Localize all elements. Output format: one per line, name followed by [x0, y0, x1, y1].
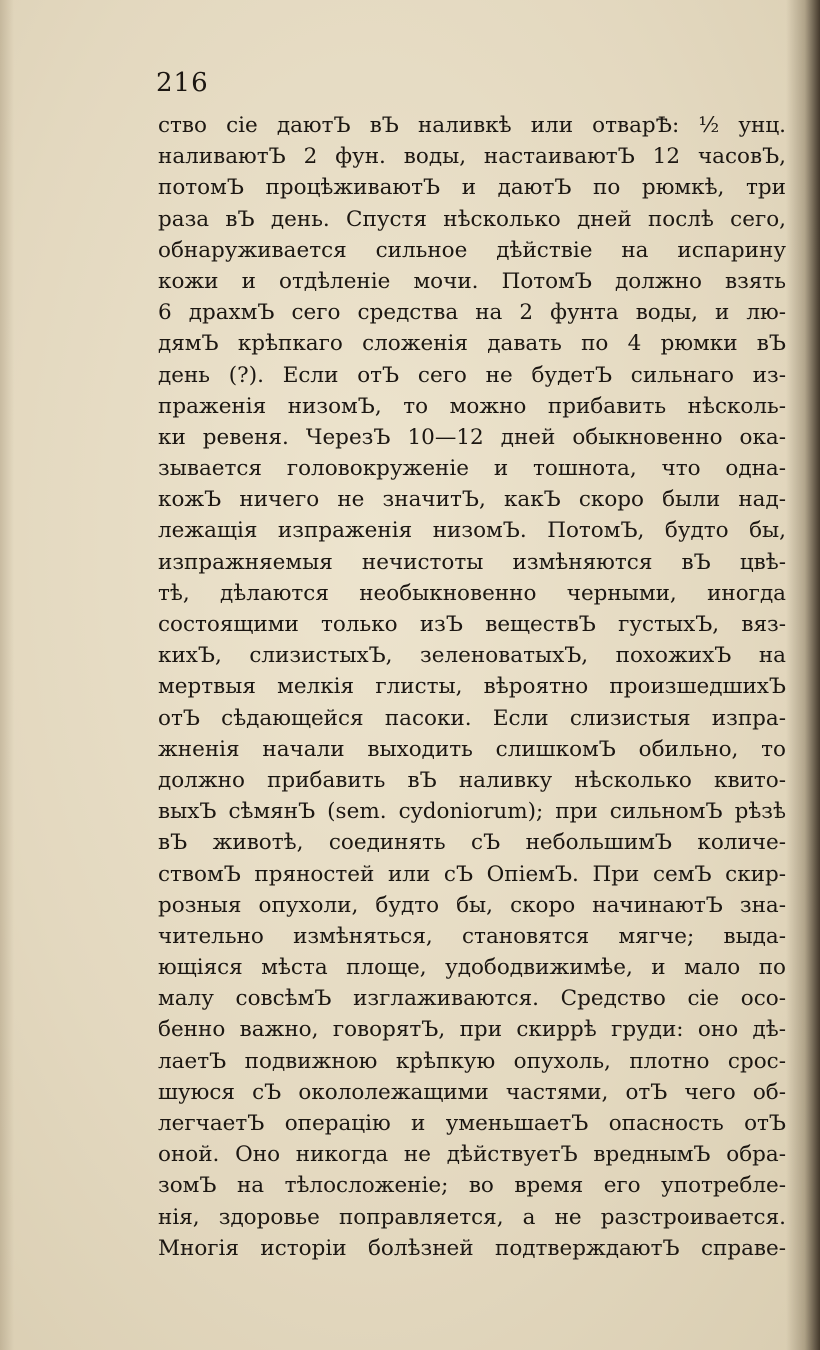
text-line: ющіяся мѣста площе, удободвижимѣе, и мало по — [158, 955, 786, 981]
text-line: ствомЪ пряностей или сЪ ОпіемЪ. При семЪ скир- — [158, 861, 786, 887]
text-line: лежащія изпраженія низомЪ. ПотомЪ, будто бы, — [158, 518, 786, 544]
text-line: обнаруживается сильное дѣйствіе на испарину — [158, 237, 786, 263]
text-line: кожи и отдѣленіе мочи. ПотомЪ должно взять — [158, 268, 786, 294]
text-line: вЪ животѣ, соединять сЪ небольшимЪ количе- — [158, 830, 786, 856]
text-line: изпражняемыя нечистоты измѣняются вЪ цвѣ- — [158, 549, 786, 575]
text-line: бенно важно, говорятЪ, при скиррѣ груди: оно дѣ- — [158, 1017, 786, 1043]
text-line: нія, здоровье поправляется, а не разстроивается. — [158, 1204, 786, 1230]
text-line: оной. Оно никогда не дѣйствуетЪ вреднымЪ обра- — [158, 1142, 786, 1168]
text-line: мертвыя мелкія глисты, вѣроятно произшедшихЪ — [158, 674, 786, 700]
page-binding-shadow — [786, 0, 820, 1350]
text-line: малу совсѣмЪ изглаживаются. Средство сіе осо- — [158, 986, 786, 1012]
text-line: отЪ сѣдающейся пасоки. Если слизистыя изпра- — [158, 705, 786, 731]
text-line: дямЪ крѣпкаго сложенія давать по 4 рюмки вЪ — [158, 331, 786, 357]
text-line: потомЪ процѣживаютЪ и даютЪ по рюмкѣ, три — [158, 175, 786, 201]
text-line: шуюся сЪ окололежащими частями, отЪ чего об- — [158, 1079, 786, 1105]
text-line: зомЪ на тѣлосложеніе; во время его употребле- — [158, 1173, 786, 1199]
page-edge-shadow-left — [0, 0, 14, 1350]
text-line: 6 драхмЪ сего средства на 2 фунта воды, и лю- — [158, 300, 786, 326]
text-line: зывается головокруженіе и тошнота, что одна- — [158, 456, 786, 482]
text-line: розныя опухоли, будто бы, скоро начинаютЪ зна- — [158, 892, 786, 918]
text-line: наливаютЪ 2 фун. воды, настаиваютЪ 12 часовЪ, — [158, 144, 786, 170]
text-line: должно прибавить вЪ наливку нѣсколько квито- — [158, 767, 786, 793]
text-line: состоящими только изЪ веществЪ густыхЪ, вяз- — [158, 612, 786, 637]
text-line: ство сіе даютЪ вЪ наливкѣ или отварѢ: ½ унц. — [158, 113, 786, 138]
text-line: выхЪ сѣмянЪ (sem. cydoniorum); при сильномЪ рѣзѣ — [158, 799, 786, 825]
text-line: день (?). Если отЪ сего не будетЪ сильнаго из- — [158, 362, 786, 388]
text-line: тѣ, дѣлаются необыкновенно черными, иногда — [158, 580, 786, 606]
text-line: Многія исторіи болѣзней подтверждаютЪ справе- — [158, 1235, 786, 1261]
text-line: праженія низомЪ, то можно прибавить нѣсколь- — [158, 393, 786, 419]
body-text — [158, 110, 786, 1264]
text-line: лаетЪ подвижною крѣпкую опухоль, плотно срос- — [158, 1048, 786, 1074]
text-line: раза вЪ день. Спустя нѣсколько дней послѣ сего, — [158, 206, 786, 232]
text-line: жненія начали выходить слишкомЪ обильно, то — [158, 736, 786, 762]
text-line: легчаетЪ операцію и уменьшаетЪ опасность отЪ — [158, 1111, 786, 1136]
text-line: ки ревеня. ЧерезЪ 10—12 дней обыкновенно ока- — [158, 424, 786, 450]
text-line: кихЪ, слизистыхЪ, зеленоватыхЪ, похожихЪ на — [158, 643, 786, 669]
page-number: 216 — [156, 68, 209, 98]
text-line: чительно измѣняться, становятся мягче; выда- — [158, 923, 786, 949]
text-line: кожЪ ничего не значитЪ, какЪ скоро были над- — [158, 487, 786, 513]
